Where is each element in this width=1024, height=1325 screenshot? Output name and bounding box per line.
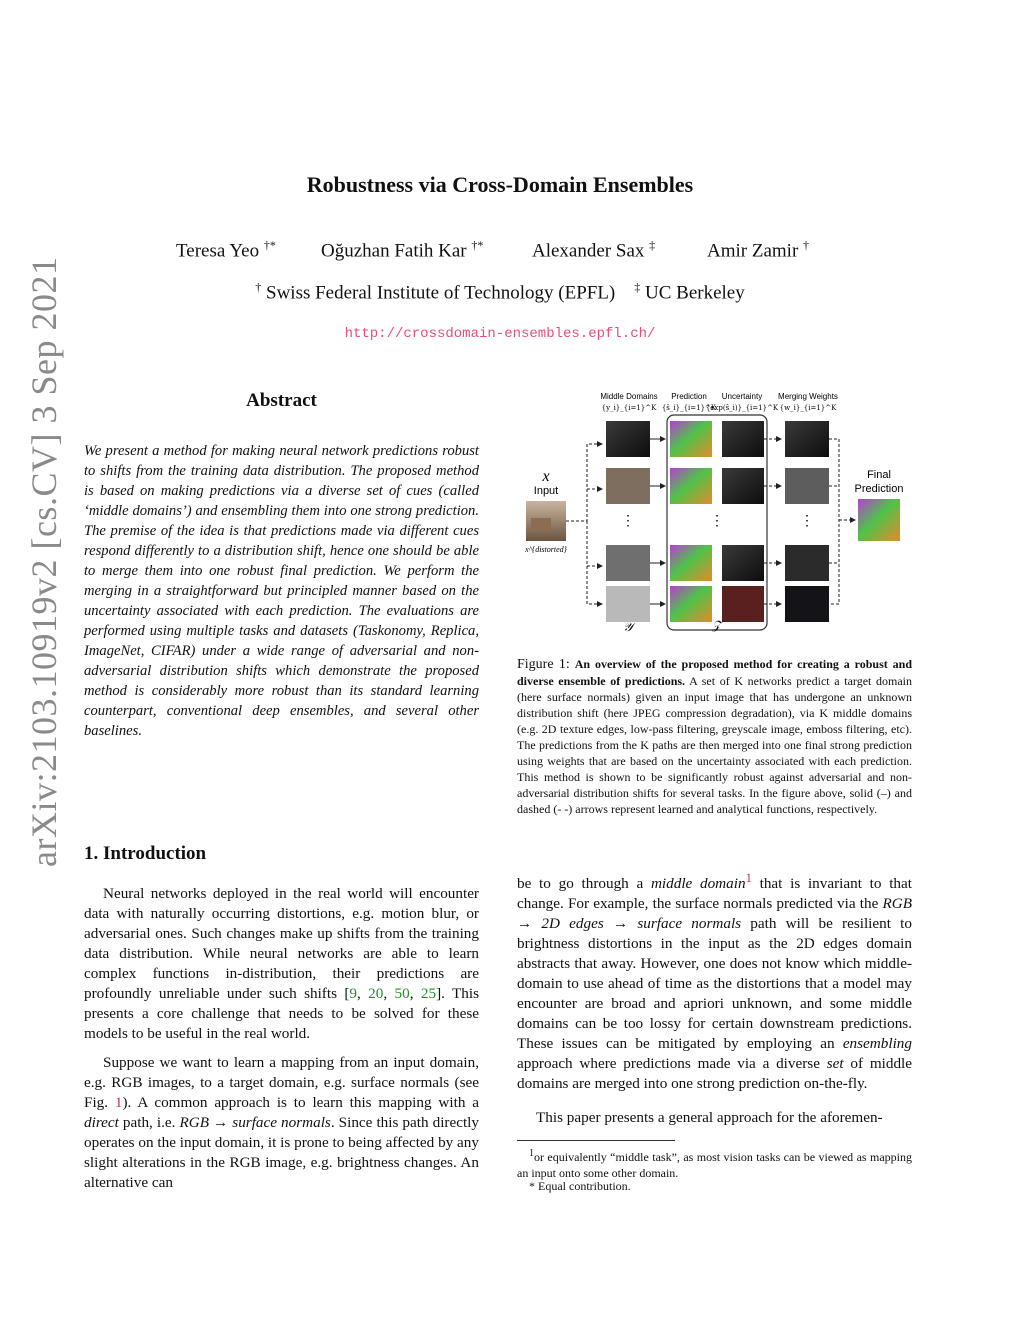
output-label: Final	[867, 469, 891, 481]
author: Oğuzhan Fatih Kar †*	[321, 238, 484, 262]
input-image-detail	[531, 518, 551, 530]
arxiv-identifier: arXiv:2103.10919v2 [cs.CV] 3 Sep 2021	[24, 256, 64, 867]
abstract-heading: Abstract	[246, 390, 317, 411]
prediction-image	[670, 545, 712, 581]
uncertainty-image	[722, 468, 764, 504]
column-subheader: {exp(ŝ_i)}_{i=1}^K	[705, 404, 779, 412]
author-list	[0, 238, 1000, 268]
prediction-image	[670, 421, 712, 457]
analytical-arrows	[566, 444, 602, 604]
ellipsis-icon: ⋮	[800, 514, 814, 529]
intro-paragraph-4: This paper presents a general approach for the aforemen-	[536, 1109, 883, 1126]
column-subheader: {y_i}_{i=1}^K	[601, 404, 657, 412]
author: Teresa Yeo †*	[176, 238, 276, 262]
output-label: Prediction	[854, 483, 904, 495]
final-prediction-image	[858, 499, 900, 541]
citation-link[interactable]: 20	[368, 985, 384, 1002]
prediction-image	[670, 586, 712, 622]
intro-paragraph-1: Neural networks deployed in the real world will encounter data with naturally occurring distortions, e.g. motion blur, or adversarial ones. Such changes make up shifts from the training data distribution. While neural networks are able to learn complex functions in-distribution, their predictions are profoundly unreliable under such shifts [9, 20, 50, 25]. This presents a core challenge that needs to be solved for these models to be useful in the real world.	[84, 885, 480, 1042]
z-symbol: 𝒵	[712, 618, 722, 632]
column-header: Uncertainty	[721, 392, 763, 401]
merging-weight-image	[785, 586, 829, 622]
uncertainty-image	[722, 421, 764, 457]
middle-domain-image	[606, 468, 650, 504]
merging-weight-image	[785, 421, 829, 457]
middle-domain-image	[606, 421, 650, 457]
footnote-marker[interactable]: 1	[745, 871, 752, 885]
paper-title: Robustness via Cross-Domain Ensembles	[306, 172, 694, 197]
y-symbol: 𝒴	[623, 620, 633, 633]
column-header: Merging Weights	[778, 392, 838, 401]
abstract-text: We present a method for making neural network predictions robust to shifts from the training data distribution. The proposed method is based on making predictions via a diverse set of cues (called ‘middle domains’) and ensembling them into one strong prediction. The premise of the idea is that predictions made via different cues respond differently to a distribution shift, hence one should be able to merge them into one robust final prediction. We perform the merging in a straightforward but principled manner based on the uncertainty associated with each prediction. The evaluations are performed using multiple tasks and datasets (Taskonomy, Replica, ImageNet, CIFAR) under a wide range of adversarial and non-adversarial distribution shifts which demonstrate the proposed method is considerably more robust than its standard learning counterpart, conventional deep ensembles, and several other baselines.	[84, 443, 479, 739]
distorted-input-label: x^{distorted}	[525, 545, 567, 554]
column-subheader: {w_i}_{i=1}^K	[779, 404, 837, 412]
merge-arrows	[829, 439, 855, 604]
merging-weight-image	[785, 468, 829, 504]
citation-link[interactable]: 50	[394, 985, 410, 1002]
footnote-divider	[517, 1140, 675, 1141]
project-url[interactable]: http://crossdomain-ensembles.epfl.ch/	[344, 326, 656, 342]
uncertainty-image	[722, 545, 764, 581]
uncertainty-image	[722, 586, 764, 622]
footnote: * Equal contribution.	[529, 1179, 631, 1193]
intro-paragraph-2: Suppose we want to learn a mapping from an input domain, e.g. RGB images, to a target domain, e.g. surface normals (see Fig. 1). A common approach is to learn this mapping with a direct path, i.e. RGB → surface normals. Since this path directly operates on the input domain, it is prone to being affected by any slight alterations in the RGB image, e.g. brightness changes. An alternative can	[84, 1054, 479, 1191]
middle-domain-image	[606, 586, 650, 622]
ellipsis-icon: ⋮	[710, 514, 724, 529]
column-header: Prediction	[671, 392, 707, 401]
figure-ref-link[interactable]: 1	[114, 1094, 123, 1111]
section-heading: 1. Introduction	[84, 843, 207, 864]
author: Amir Zamir †	[707, 238, 810, 262]
affiliations: † Swiss Federal Institute of Technology (EPFL) ‡ UC Berkeley	[255, 280, 745, 304]
prediction-image	[670, 468, 712, 504]
column-header: Middle Domains	[600, 392, 658, 401]
citation-link[interactable]: 25	[420, 985, 437, 1002]
ellipsis-icon: ⋮	[621, 514, 635, 529]
author: Alexander Sax ‡	[532, 238, 656, 262]
input-symbol: x	[542, 468, 550, 485]
input-label: Input	[533, 485, 559, 497]
citation-link[interactable]: 9	[349, 985, 357, 1002]
merging-weight-image	[785, 545, 829, 581]
intro-paragraph-3: be to go through a middle domain$^1$ that is invariant to that change. For example, the surface normals predicted via the RGB → 2D edges → surface normals path will be resilient to brightness distortions in the input as the 2D edges domain abstracts that away. However, one does not know which middle-domain to use ahead of time as the distortions that a model may encounter are broad and apriori unknown, and some middle domains can be too lossy for certain downstream predictions. These issues can be mitigated by employing an ensembling approach where predictions made via a diverse set of middle domains are merged into one strong prediction on-the-fly.	[517, 871, 912, 1093]
middle-domain-image	[606, 545, 650, 581]
learned-arrows	[650, 439, 665, 604]
footnote: $^1$or equivalently “middle task”, as most vision tasks can be viewed as mapping an input onto some other domain.	[517, 1148, 912, 1180]
figure-caption: Figure 1: An overview of the proposed method for creating a robust and diverse ensemble of predictions. A set of K networks predict a target domain (here surface normals) given an input image that has undergone an unknown distribution shift (here JPEG compression degradation), via K middle domains (e.g. 2D texture edges, low-pass filtering, greyscale image, emboss filtering, etc). The predictions from the K paths are then merged into one final strong prediction using weights that are based on the uncertainty associated with each prediction. This method is shown to be significantly robust against adversarial and non-adversarial distribution shifts for several tasks. In the figure above, solid (–) and dashed (- -) arrows represent learned and analytical functions, respectively.	[517, 657, 912, 816]
overview-figure	[517, 388, 912, 633]
column-subheader: {ŝ_i}_{i=1}^K	[661, 404, 717, 412]
